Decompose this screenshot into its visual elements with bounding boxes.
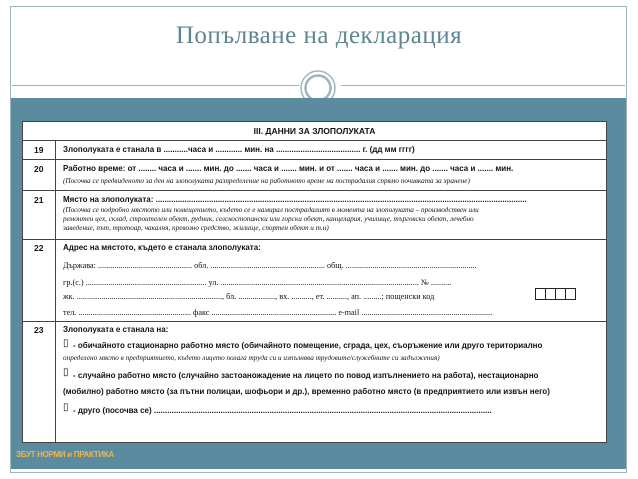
option-mobile-line: (мобилно) работно място (за пътни полицаи, шофьори и др.), временно работно място (в предприятието или извън него) [63, 388, 550, 396]
title-divider-left [12, 85, 299, 86]
declaration-form-image [22, 121, 607, 443]
option-other-line: - друго (посочва се) ........................................................................................................................................................ [73, 407, 492, 415]
row-22-heading: Адрес на мястото, където е станала злополуката: [63, 244, 261, 252]
slide-title: Попълване на декларация [175, 22, 463, 49]
row-number: 22 [34, 243, 44, 253]
row-divider [23, 239, 606, 240]
row-number: 21 [34, 195, 44, 205]
address-complex-line: жк. ......................................................................., бл. .................., вх. .........., ет. .........., ап. .........; пощенски код [63, 293, 435, 301]
option-stationary-line: - обичайното стационарно работно място (обичайното помещение, сграда, цех, съоръжение или друго териториално [73, 342, 543, 350]
section-title: III. ДАННИ ЗА ЗЛОПОЛУКАТА [253, 126, 376, 136]
row-21-line: Място на злополуката: ....................................................................................................................................................................... [63, 196, 527, 204]
row-divider [23, 159, 606, 160]
row-number: 20 [34, 164, 44, 174]
checkbox-icon: ▯ [63, 338, 69, 349]
row-23-heading: Злополуката е станала на: [63, 326, 169, 334]
title-divider-right [341, 85, 625, 86]
row-20-line: Работно време: от ........ часа и ....... мин. до ....... часа и ....... мин. и от ....... часа и ....... мин. до ....... часа и ....... мин. [63, 165, 514, 173]
row-number: 23 [34, 325, 44, 335]
row-21-note: заведение, път, тротоар, чакалня, превозно средство, жилище, спортен обект и т.н) [63, 225, 329, 232]
number-column-divider [55, 140, 56, 442]
footer-label: ЗБУТ НОРМИ и ПРАКТИКА [16, 450, 114, 459]
checkbox-icon: ▯ [63, 367, 69, 378]
row-divider [23, 140, 606, 141]
option-random-line: - случайно работно място (случайно застоаножадение на лицето по повод изпълнението на работа), нестационарно [73, 372, 539, 380]
row-19-line: Злополуката е станала в ...........часа и ............ мин. на ...................................... г. (дд мм гггг) [63, 146, 415, 154]
option-stationary-note: определено място в предприятието, където лицето полага труда си и изпълнява трудовите/служебните си задължения) [63, 355, 440, 362]
row-divider [23, 321, 606, 322]
postal-code-boxes [536, 288, 576, 300]
row-21-note: ремонтен цех, склад, строителен обект, рудник, селскостопански или горски обект, канцелария, училище, търговски обект, лечебно [63, 216, 474, 223]
address-country-line: Държава: .............................................. обл. ........................................................ общ. ................................................................ [63, 262, 477, 270]
address-contact-line: тел. ....................................................... факс ............................................................. e-mail ................................................................ [63, 309, 493, 317]
checkbox-icon: ▯ [63, 402, 69, 413]
postal-code-box [565, 288, 576, 300]
row-20-note: (Посочва се предвиденото за ден на злополуката разпределение на работното време на пострадалия спрямо почивката за хранене) [63, 178, 470, 185]
row-number: 19 [34, 145, 44, 155]
row-divider [23, 190, 606, 191]
address-city-line: гр.(с.) ........................................................... ул. ................................................................................................. № .......... [63, 279, 452, 287]
row-21-note: (Посочва се подробно мястото или помещението, където се е намирал пострадалият в момента на злополуката – производствен или [63, 207, 479, 214]
